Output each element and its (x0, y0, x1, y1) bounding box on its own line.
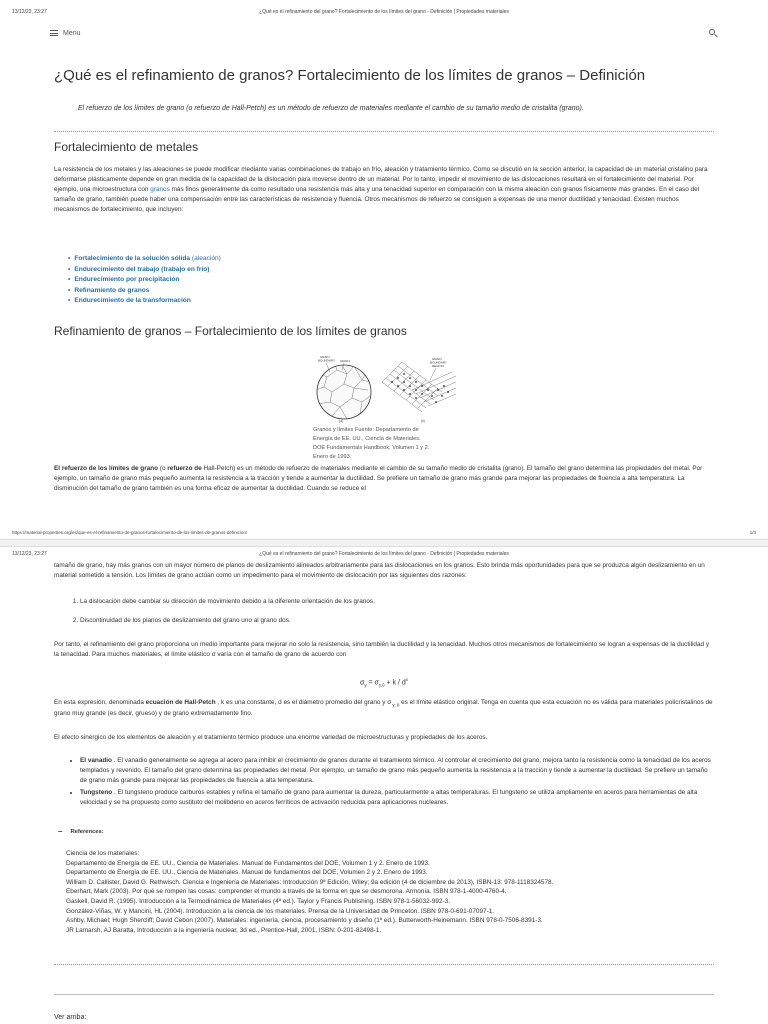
list-item: • Tungsteno . El tungsteno produce carburos estables y refina el tamaño de grano para aumentar la dureza, particularmente a altas temperaturas. El tungsteno se utiliza ampliamente en aceros para herramientas de alta velocidad y se ha propuesto como sustituto del molibdeno en aceros ferríticos de activación reducida para aplicaciones nucleares. (80, 788, 714, 808)
link-work-hardening[interactable]: • Endurecimiento del trabajo (trabajo en frío) (68, 265, 714, 276)
see-above-text: Ver arriba: (54, 1014, 87, 1021)
list-item: 1. La dislocación debe cambiar su dirección de movimiento debido a la diferente orientación de los granos. (80, 597, 714, 607)
hamburger-icon (50, 30, 58, 36)
divider (54, 964, 714, 965)
section1-body (54, 165, 714, 215)
list-item: 2. Discontinuidad de los planos de deslizamiento del grano uno al grano dos. (80, 616, 714, 626)
print-header (12, 9, 756, 15)
link-precipitation[interactable]: • Endurecimiento por precipitación (68, 275, 714, 286)
svg-text:BOUNDARY: BOUNDARY (318, 358, 335, 363)
menu-bar (50, 26, 718, 40)
para-text: La resistencia de los metales y las aleaciones se puede modificar mediante varias combinaciones de trabajo en frío, aleación y tratamiento térmico. Como se discutió en la sección anterior, la capacidad de un material cristalino para deformarse plásticamente depende en gran medida de la capacidad de la dislocación para moverse dentro de un material. Por lo tanto, impedir el movimiento de las dislocaciones resultará en el fortalecimiento del material. Por ejemplo, una microestructura con (54, 166, 708, 193)
references-list (54, 849, 714, 935)
print-url: https://material-properties.org/es/que-es-el-refinamiento-de-granos-fortalecimiento-de-los-limites-de-granos-definicion/ (12, 530, 248, 535)
menu-label: Menu (63, 29, 81, 37)
page-separator (0, 539, 768, 547)
svg-text:GRAIN: GRAIN (432, 357, 442, 361)
section2-para4 (54, 698, 714, 719)
reference-item: William D. Callister, David G. Rethwisch. Ciencia e Ingeniería de Materiales: Introducción 9ª Edición, Wiley; 9a edición (4 de diciembre de 2013), ISBN-13: 978-1118324578. (66, 878, 554, 886)
lead-wrap (54, 104, 714, 115)
references-label: References: (70, 828, 104, 835)
references-toggle[interactable] (54, 827, 714, 836)
section2-para5 (54, 733, 714, 743)
grains-diagram (312, 352, 458, 424)
hall-petch-formula (54, 677, 714, 688)
link-transformation[interactable]: • Endurecimiento de la transformación (68, 296, 714, 307)
reasons-list (54, 597, 714, 636)
section2-para3 (54, 640, 714, 660)
print-title: ¿Qué es el refinamiento del grano? Fortalecimiento de los límites del grano - Definición | Propiedades materiales (259, 551, 509, 557)
list-item: • El vanadio . El vanadio generalmente se agrega al acero para inhibir el crecimiento de granos durante el tratamiento térmico. Al controlar el crecimiento del grano, mejora tanto la resistencia como la tenacidad de los aceros templados y revenido. El tamaño del grano determina las propiedades del metal. Por ejemplo, un tamaño de grano más pequeño aumenta la resistencia a la tracción y tiende a aumentar la ductilidad. Se prefiere un tamaño de grano más grande para mejorar las propiedades de fluencia a alta temperatura. (80, 756, 714, 786)
reference-item: Departamento de Energía de EE. UU., Ciencia de Materiales. Manual de Fundamentos del DOE, Volumen 1 y 2. Enero de 1993. (66, 859, 430, 867)
formula: $\sigma_y = \sigma_{y,0} + k / d^x$ (359, 677, 409, 688)
search-icon[interactable] (709, 29, 718, 38)
print-date: 13/12/23, 23:27 (12, 9, 47, 15)
figure-label-a: (a) (339, 419, 344, 423)
article-header (54, 67, 714, 85)
granos-link[interactable]: granos (150, 185, 170, 193)
print-footer (12, 530, 756, 535)
svg-text:BOUNDARY: BOUNDARY (430, 360, 447, 365)
page-title: ¿Qué es el refinamiento de granos? Fortalecimiento de los límites de granos – Definición (54, 67, 646, 84)
reference-item: Ciencia de los materiales: (66, 850, 140, 857)
link-solid-solution[interactable]: • Fortalecimiento de la solución sólida (aleación) (68, 254, 714, 265)
svg-text:GRAIN: GRAIN (340, 359, 350, 363)
print-title: ¿Qué es el refinamiento del grano? Fortalecimiento de los límites del grano - Definición | Propiedades materiales (259, 9, 509, 15)
section-heading: Fortalecimiento de metales (54, 140, 199, 154)
print-date: 13/12/23, 23:27 (12, 551, 47, 557)
divider (54, 994, 714, 995)
paragraph: En esta expresión, denominada ecuación de Hall-Petch , k es una constante, d es el diámetro promedio del grano y σ $_{y, 0}$ es el límite elástico original. Tenga en cuenta que esta ecuación no es válida para materiales policristalinos de grano muy grande (es decir, grueso) y de grano extremadamente fino. (54, 699, 713, 718)
figure-label-b: (b) (421, 419, 426, 423)
reference-item: JR Lamarsh, AJ Baratta, Introducción a la ingeniería nuclear, 3d ed., Prentice-Hall, 2001, ISBN: 0-201-82498-1. (66, 926, 382, 934)
section-heading: Refinamiento de granos – Fortalecimiento de los límites de granos (54, 324, 407, 338)
reference-item: Eberhart, Mark (2003). Por qué se rompen las cosas: comprender el mundo a través de la forma en que se desmorona. Armonía. ISBN 978-1-4000-4760-4. (66, 888, 507, 896)
print-page: 1/3 (749, 530, 756, 535)
section2-para1 (54, 464, 714, 494)
link-grain-refinement[interactable]: • Refinamiento de granos (68, 286, 714, 297)
mechanism-links (54, 254, 714, 307)
section-grain-refinement (54, 324, 714, 338)
svg-text:GRAIN: GRAIN (320, 355, 330, 359)
collapse-icon[interactable]: – (58, 827, 63, 836)
reference-item: Departamento de Energía de EE. UU., Ciencia de Materiales. Manual de fundamentos del DOE, Volumen 2 y 2. Enero de 1993. (66, 869, 428, 877)
figure-caption: Granos y límites Fuente: Departamento de Energía de EE. UU., Ciencia de Materiales. DOE Fundamentals Handbook, Volumen 1 y 2. Enero de 1993. (313, 427, 430, 460)
reference-item: Gaskell, David R. (1995). Introducción a la Termodinámica de Materiales (4ª ed.). Taylor y Francis Publishing. ISBN 978-1-56032-992-3. (66, 898, 450, 906)
menu-button[interactable] (50, 30, 81, 37)
svg-text:REGION: REGION (432, 364, 444, 368)
paragraph: tamaño de grano, hay más granos con un mayor número de planos de deslizamiento alineados arbitrariamente para las dislocaciones en los granos. Esto brinda más oportunidades para que se produzca algún deslizamiento en un material sometido a tensión. Los límites de grano actúan como un impedimento para el movimiento de dislocación por las siguientes dos razones: (54, 562, 705, 579)
grains-figure (312, 352, 458, 424)
paragraph: El efecto sinérgico de los elementos de aleación y el tratamiento térmico produce una enorme variedad de microestructuras y propiedades de los aceros. (54, 734, 488, 741)
section1-paragraph (54, 165, 714, 215)
reference-item: González-Viñas, W. y Mancini, HL (2004). Introducción a la ciencia de los materiales. Prensa de la Universidad de Princeton. ISBN 978-0-691-07097-1. (66, 907, 495, 915)
see-above (54, 1013, 714, 1024)
para-text: más finos generalmente da como resultado una resistencia más alta y una tenacidad superior en comparación con la misma aleación con granos físicamente más grandes. En el caso del tamaño de grano, también puede haber una compensación entre las características de resistencia y fluencia. Otros mecanismos de refuerzo se consiguen a expensas de una menor ductilidad y tenacidad. Existen muchos mecanismos de fortalecimiento, que incluyen: (54, 185, 700, 213)
elements-list (54, 756, 714, 810)
section-strengthening (54, 140, 714, 154)
divider (54, 131, 714, 132)
paragraph: Por tanto, el refinamiento del grano proporciona un medio importante para mejorar no solo la resistencia, sino también la ductilidad y la tenacidad. Muchos otros mecanismos de fortalecimiento se logran a expensas de la ductilidad y la tenacidad. Para muchos materiales, el límite elástico σ varía con el tamaño de grano de acuerdo con (54, 641, 710, 658)
paragraph: El refuerzo de los límites de grano (o refuerzo de Hall-Petch) es un método de refuerzo de materiales mediante el cambio de su tamaño medio de cristalita (grano). El tamaño del grano determina las propiedades del metal. Por ejemplo, un tamaño de grano más pequeño aumenta la resistencia a la tracción y tiende a aumentar la ductilidad. Se prefiere un tamaño de grano más grande para mejorar las propiedades de fluencia a alta temperatura. La disminución del tamaño de grano también es una forma eficaz de aumentar la ductilidad. Cuando se reduce el (54, 465, 703, 492)
print-header (12, 551, 756, 557)
lead-text: El refuerzo de los límites de grano (o refuerzo de Hall-Petch) es un método de refuerzo de materiales mediante el cambio de su tamaño medio de cristalita (grano). (78, 105, 584, 112)
section2-para2 (54, 561, 714, 581)
reference-item: Ashby, Michael; Hugh Shercliff; David Cebon (2007). Materiales: ingeniería, ciencia, procesamiento y diseño (1ª ed.). Butterworth-Heinemann. ISBN 978-0-7506-8391-3. (66, 917, 543, 925)
